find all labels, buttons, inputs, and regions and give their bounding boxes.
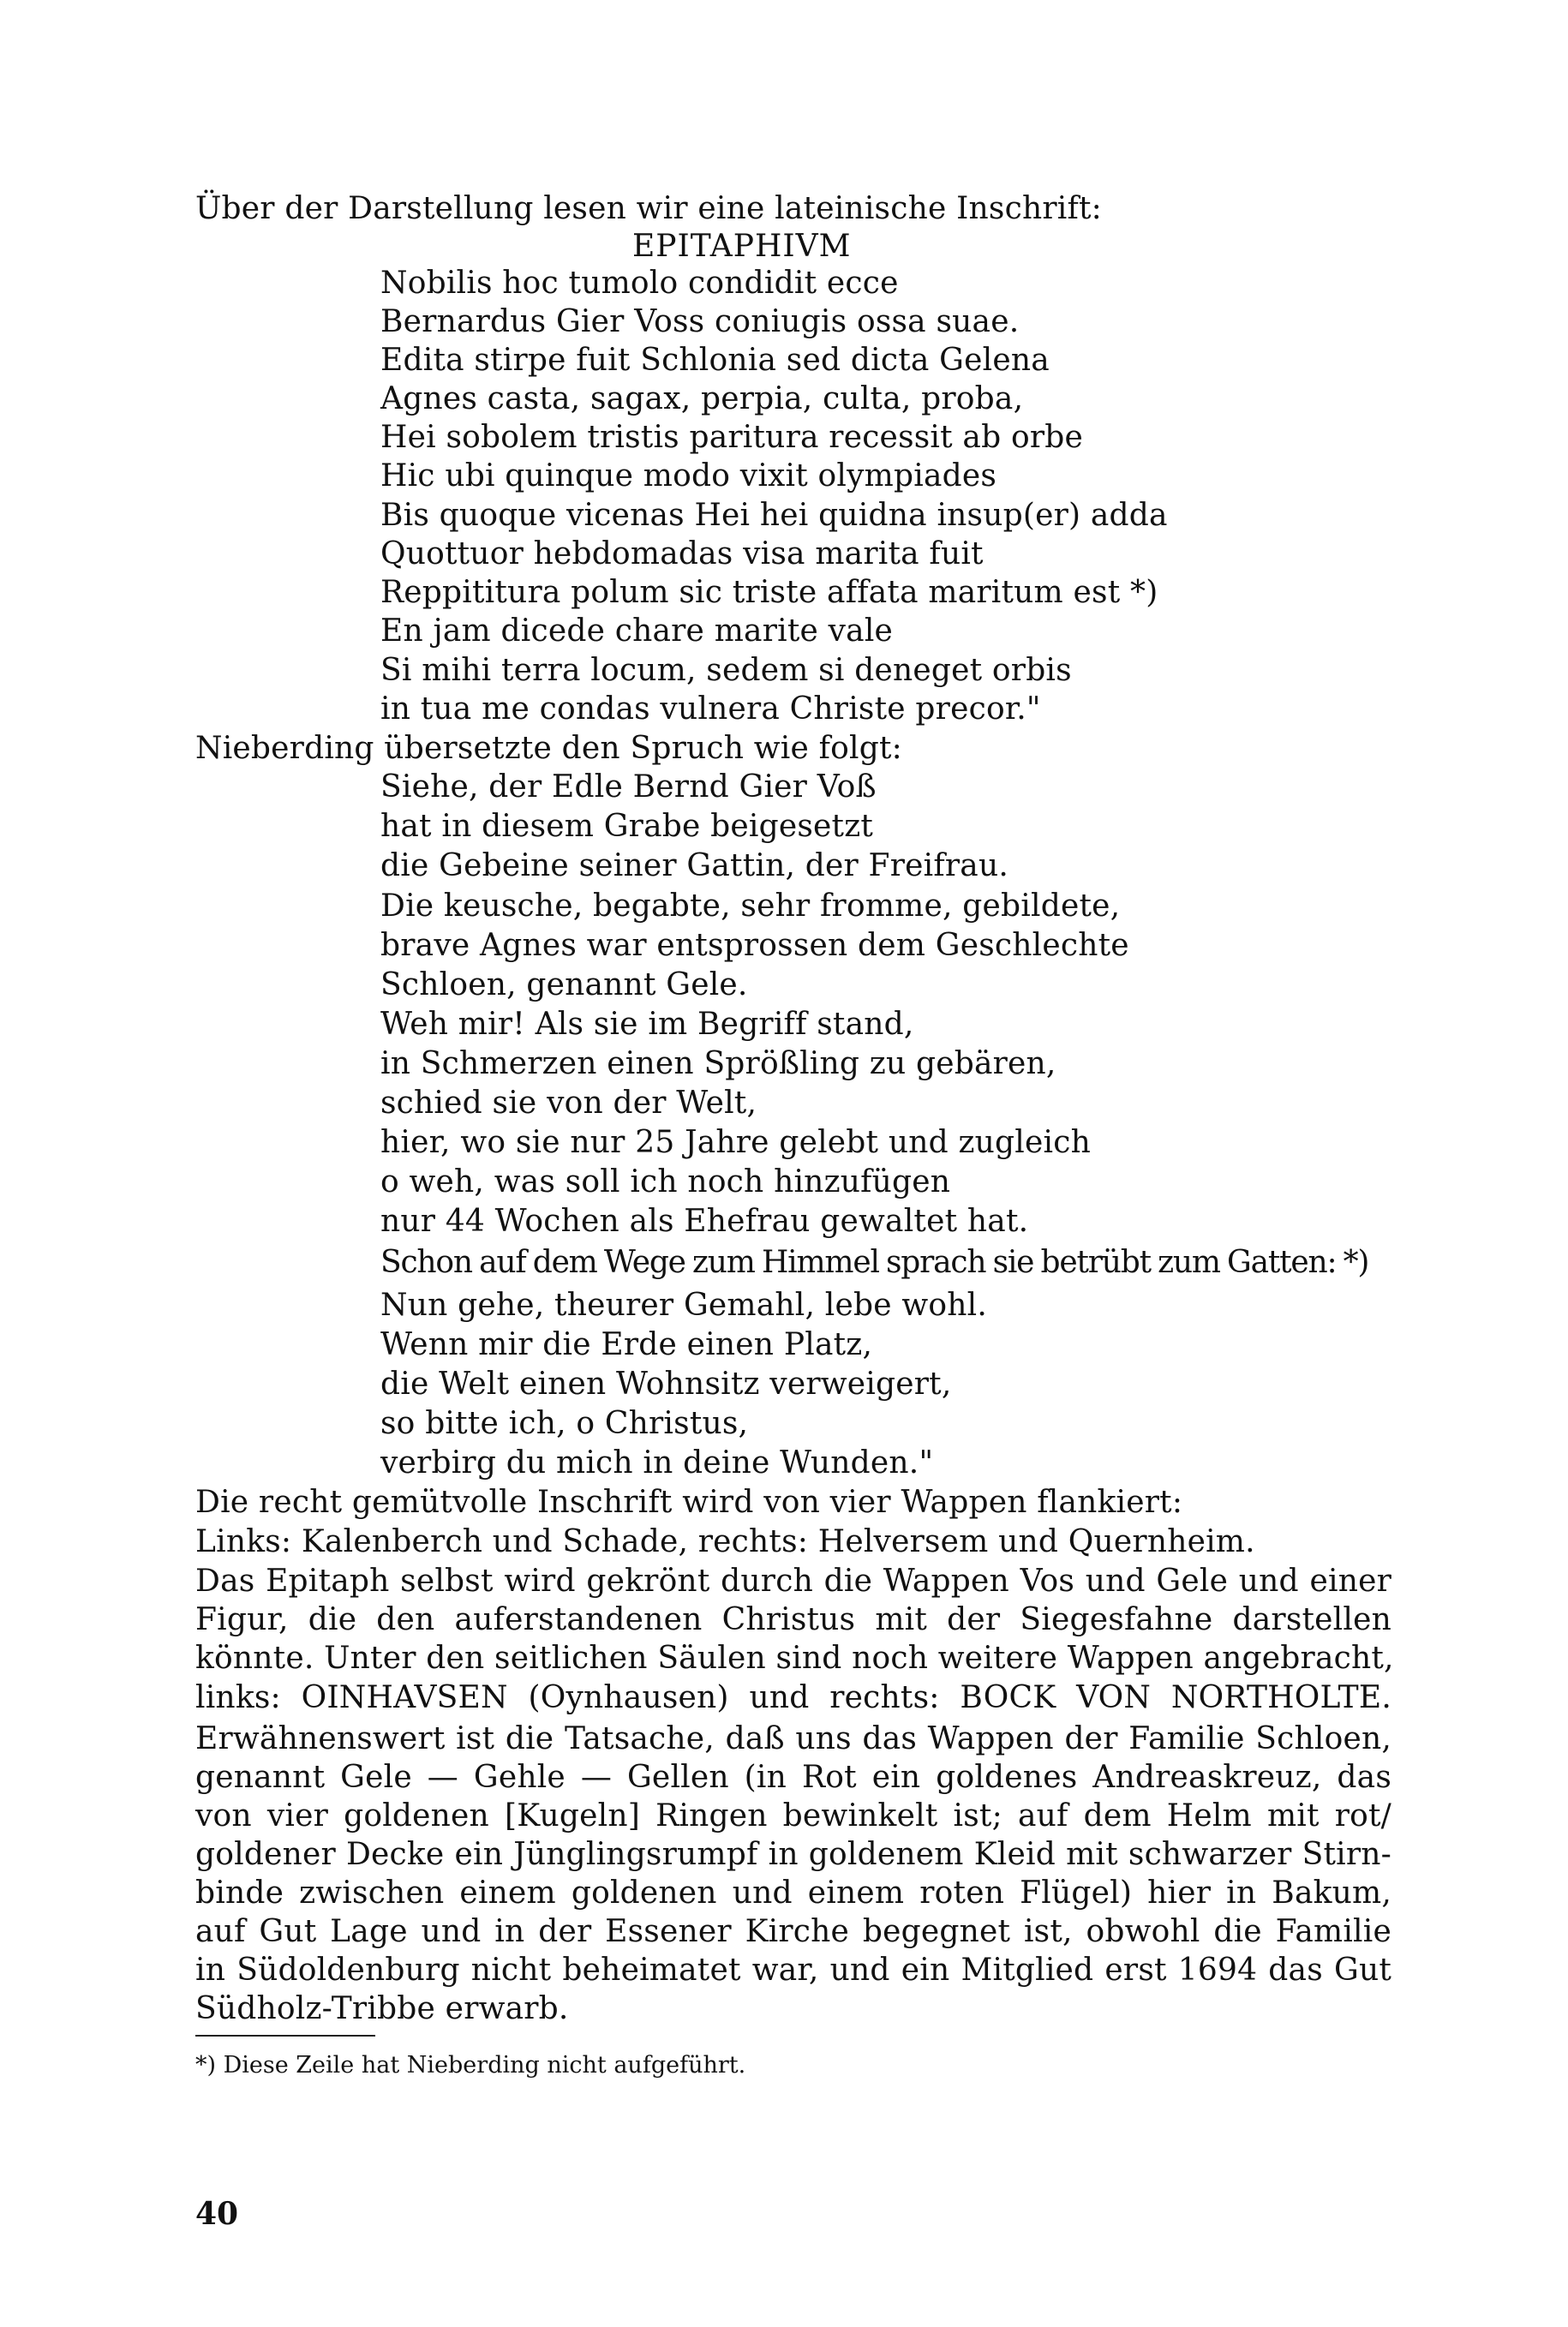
page-number: 40 (195, 2196, 239, 2232)
translation-line: o weh, was soll ich noch hinzufügen (380, 1164, 951, 1199)
latin-line: Agnes casta, sagax, perpia, culta, proba, (380, 381, 1024, 416)
translation-line: Nun gehe, theurer Gemahl, lebe wohl. (380, 1288, 988, 1323)
latin-line: En jam dicede chare marite vale (380, 613, 894, 649)
paragraph-line: Die recht gemütvolle Inschrift wird von vier Wappen flankiert: (195, 1485, 1183, 1520)
paragraph-line: in Südoldenburg nicht beheimatet war, und ein Mitglied erst 1694 das Gut (195, 1953, 1391, 1988)
translation-line: Siehe, der Edle Bernd Gier Voß (380, 769, 877, 805)
latin-line: in tua me condas vulnera Christe precor." (380, 691, 1041, 727)
latin-line: Quottuor hebdomadas visa marita fuit (380, 536, 984, 571)
translation-line: schied sie von der Welt, (380, 1086, 757, 1121)
translation-line: nur 44 Wochen als Ehefrau gewaltet hat. (380, 1204, 1029, 1239)
translation-line: Schon auf dem Wege zum Himmel sprach sie betrübt zum Gatten: *) (380, 1245, 1369, 1280)
translation-line: hier, wo sie nur 25 Jahre gelebt und zugleich (380, 1125, 1091, 1160)
translation-line: hat in diesem Grabe beigesetzt (380, 809, 874, 844)
latin-line: Hic ubi quinque modo vixit olympiades (380, 458, 997, 494)
latin-line: Bis quoque vicenas Hei hei quidna insup(er) adda (380, 498, 1168, 533)
translation-line: so bitte ich, o Christus, (380, 1406, 749, 1441)
paragraph-line: auf Gut Lage und in der Essener Kirche begegnet ist, obwohl die Familie (195, 1914, 1391, 1949)
translation-line: die Welt einen Wohnsitz verweigert, (380, 1367, 952, 1402)
latin-line: Hei sobolem tristis paritura recessit ab orbe (380, 420, 1084, 455)
paragraph-line: binde zwischen einem goldenen und einem roten Flügel) hier in Bakum, (195, 1875, 1391, 1911)
paragraph-line: Links: Kalenberch und Schade, rechts: Helversem und Quernheim. (195, 1524, 1255, 1559)
translation-line: Weh mir! Als sie im Begriff stand, (380, 1007, 914, 1042)
paragraph-line: goldener Decke ein Jünglingsrumpf in goldenem Kleid mit schwarzer Stirn- (195, 1837, 1391, 1872)
translation-line: brave Agnes war entsprossen dem Geschlechte (380, 928, 1129, 963)
latin-line: Edita stirpe fuit Schlonia sed dicta Gelena (380, 343, 1050, 378)
translation-line: die Gebeine seiner Gattin, der Freifrau. (380, 848, 1008, 883)
paragraph-line: Südholz-Tribbe erwarb. (195, 1991, 569, 2026)
translation-intro: Nieberding übersetzte den Spruch wie folgt: (195, 731, 902, 766)
paragraph-line: könnte. Unter den seitlichen Säulen sind noch weitere Wappen angebracht, (195, 1641, 1394, 1676)
latin-line: Nobilis hoc tumolo condidit ecce (380, 266, 899, 301)
intro-line: Über der Darstellung lesen wir eine lateinische Inschrift: (195, 191, 1102, 226)
paragraph-line: Das Epitaph selbst wird gekrönt durch die Wappen Vos und Gele und einer (195, 1564, 1391, 1599)
latin-line: Si mihi terra locum, sedem si deneget orbis (380, 653, 1072, 688)
paragraph-line: Erwähnenswert ist die Tatsache, daß uns das Wappen der Familie Schloen, (195, 1721, 1391, 1756)
latin-line: Bernardus Gier Voss coniugis ossa suae. (380, 304, 1020, 339)
latin-line: Reppititura polum sic triste affata maritum est *) (380, 575, 1158, 610)
translation-line: verbirg du mich in deine Wunden." (380, 1445, 934, 1481)
paragraph-line: links: OINHAVSEN (Oynhausen) und rechts: BOCK VON NORTHOLTE. (195, 1680, 1391, 1715)
translation-line: Schloen, genannt Gele. (380, 967, 748, 1002)
translation-line: Wenn mir die Erde einen Platz, (380, 1327, 873, 1362)
paragraph-line: von vier goldenen [Kugeln] Ringen bewinkelt ist; auf dem Helm mit rot/ (195, 1798, 1391, 1833)
footnote: *) Diese Zeile hat Nieberding nicht aufgeführt. (195, 2052, 746, 2079)
epitaph-title: EPITAPHIVM (632, 229, 852, 264)
footnote-divider (195, 2035, 375, 2037)
translation-line: Die keusche, begabte, sehr fromme, gebildete, (380, 888, 1121, 924)
paragraph-line: genannt Gele — Gehle — Gellen (in Rot ein goldenes Andreaskreuz, das (195, 1760, 1391, 1795)
translation-line: in Schmerzen einen Sprößling zu gebären, (380, 1046, 1056, 1081)
paragraph-line: Figur, die den auferstandenen Christus mit der Siegesfahne darstellen (195, 1602, 1391, 1637)
